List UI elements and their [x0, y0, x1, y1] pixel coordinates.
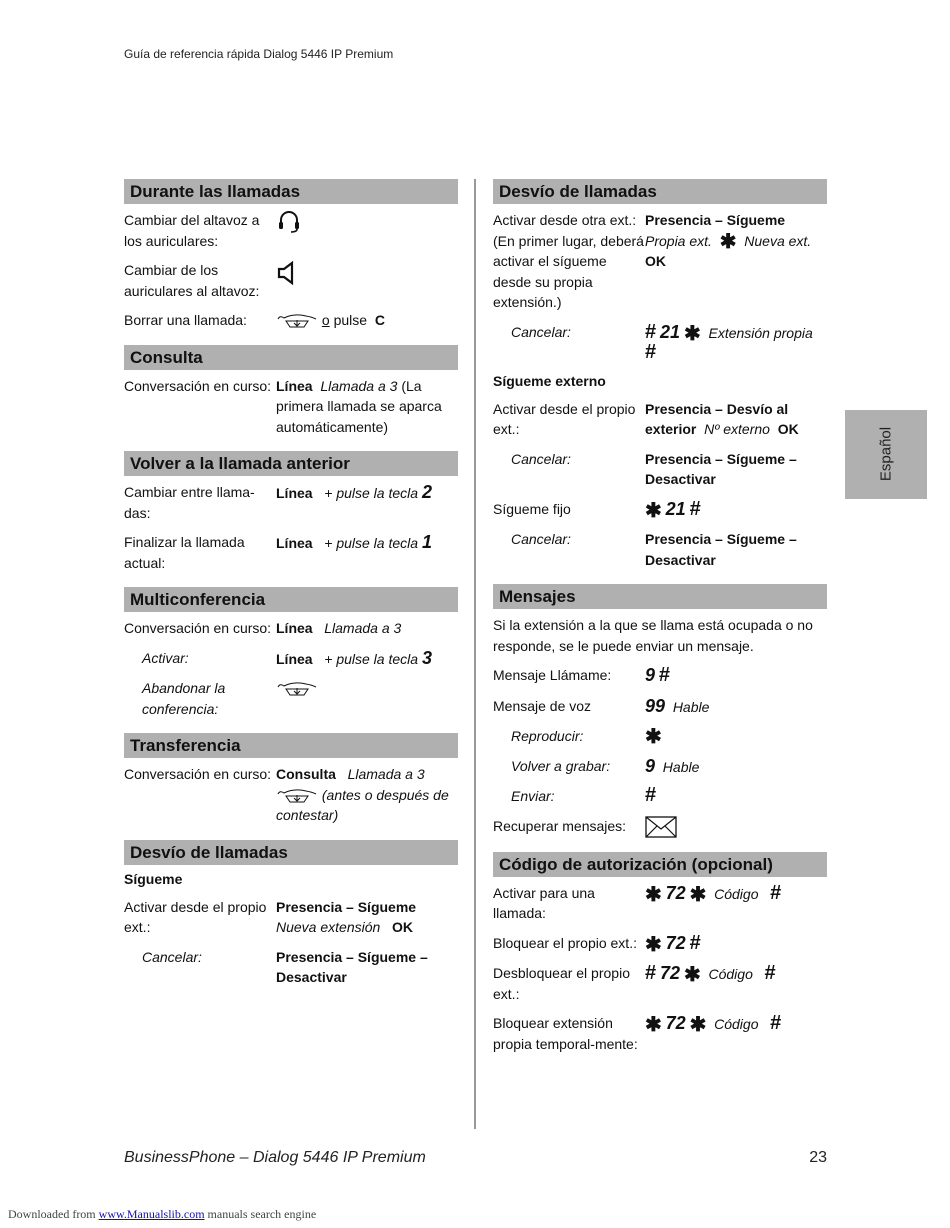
- row: Enviar: #: [511, 784, 657, 806]
- section-title: Volver a la llamada anterior: [124, 451, 458, 476]
- row: Conversación en curso: Línea Llamada a 3 (La primera llamada se aparca automáticamente): [124, 377, 442, 435]
- paragraph: Si la extensión a la que se llama está ocupada o no responde, se le puede enviar un mensaje.: [493, 617, 813, 654]
- hash-key-icon: #: [645, 341, 657, 363]
- headset-icon: [276, 210, 302, 234]
- row: Finalizar la llamada actual: Línea + pulse la tecla 1: [124, 532, 432, 571]
- section-title: Desvío de llamadas: [493, 179, 827, 204]
- row: Sígueme fijo ✱ 21 #: [493, 497, 701, 522]
- download-note: Downloaded from www.Manualslib.com manuals search engine: [8, 1207, 317, 1221]
- hash-key-icon: #: [689, 497, 701, 520]
- row: Activar desde el propio ext.: Presencia – Sígueme Nueva extensión OK: [124, 898, 417, 935]
- row: Bloquear el propio ext.: ✱ 72 #: [493, 931, 701, 956]
- star-key-icon: ✱: [719, 230, 737, 253]
- row: Cancelar: Presencia – Sígueme – Desactivar: [511, 531, 797, 568]
- row: Cambiar entre llama-das: Línea + pulse la tecla 2: [124, 482, 432, 521]
- star-key-icon: ✱: [689, 883, 707, 906]
- section-title: Transferencia: [124, 733, 458, 758]
- star-key-icon: ✱: [645, 883, 662, 906]
- row: Reproducir: ✱: [511, 726, 662, 748]
- row: Recuperar mensajes:: [493, 816, 827, 838]
- row: Cambiar de los auriculares al altavoz:: [124, 260, 458, 301]
- left-column: [124, 179, 458, 997]
- handset-onhook-icon: [276, 680, 318, 698]
- language-tab: Español: [845, 410, 927, 499]
- envelope-icon: [645, 816, 677, 838]
- row: Conversación en curso: Línea Llamada a 3: [124, 620, 402, 636]
- star-key-icon: ✱: [645, 1014, 662, 1037]
- row: Conversación en curso: Consulta Llamada a 3 (antes o después de contestar): [124, 766, 449, 823]
- row: Cancelar: # 21 ✱ Extensión propia #: [511, 320, 813, 363]
- hash-key-icon: #: [645, 320, 657, 343]
- right-column: [493, 179, 827, 1063]
- star-key-icon: ✱: [683, 964, 701, 987]
- handset-onhook-icon: [276, 312, 318, 330]
- page-number: 23: [809, 1149, 827, 1166]
- row: Bloquear extensión propia temporal-mente: ✱ 72 ✱ Código #: [493, 1012, 782, 1052]
- row: Mensaje de voz 99 Hable: [493, 695, 710, 716]
- row: Activar desde otra ext.: (En primer lugar, deberá activar el sígueme desde su propia extensión.) Presencia – Sígueme Propia ext. ✱ Nueva ext. OK: [493, 212, 812, 310]
- row: Abandonar la conferencia:: [124, 678, 458, 719]
- row: Activar para una llamada: ✱ 72 ✱ Código #: [493, 881, 782, 922]
- subheading: Sígueme: [124, 870, 183, 887]
- hash-key-icon: #: [645, 962, 657, 985]
- hash-key-icon: #: [645, 784, 657, 806]
- handset-onhook-icon: [276, 787, 318, 805]
- page-footer: BusinessPhone – Dialog 5446 IP Premium 23: [124, 1149, 827, 1166]
- subheading: Sígueme externo: [493, 372, 606, 389]
- row: Borrar una llamada: o pulse C: [124, 310, 458, 331]
- speaker-icon: [276, 260, 300, 286]
- section-title: Consulta: [124, 345, 458, 370]
- hash-key-icon: #: [764, 962, 776, 985]
- hash-key-icon: #: [770, 881, 782, 904]
- section-title: Desvío de llamadas: [124, 840, 458, 865]
- section-title: Código de autorización (opcional): [493, 852, 827, 877]
- section-title: Durante las llamadas: [124, 179, 458, 204]
- manualslib-link[interactable]: www.Manualslib.com: [98, 1207, 205, 1221]
- row: Volver a grabar: 9 Hable: [511, 755, 700, 776]
- star-key-icon: ✱: [645, 933, 662, 956]
- running-header: Guía de referencia rápida Dialog 5446 IP Premium: [124, 47, 394, 61]
- hash-key-icon: #: [689, 931, 701, 954]
- section-title: Multiconferencia: [124, 587, 458, 612]
- section-title: Mensajes: [493, 584, 827, 609]
- row: Activar: Línea + pulse la tecla 3: [142, 647, 432, 668]
- star-key-icon: ✱: [645, 499, 662, 522]
- row: Cancelar: Presencia – Sígueme – Desactivar: [511, 450, 797, 487]
- star-key-icon: ✱: [689, 1014, 707, 1037]
- row: Activar desde el propio ext.: Presencia – Desvío al exterior Nº externo OK: [493, 400, 799, 437]
- row: Cancelar: Presencia – Sígueme – Desactivar: [142, 948, 428, 985]
- column-divider: [474, 179, 476, 1129]
- row: Desbloquear el propio ext.: # 72 ✱ Código #: [493, 962, 776, 1002]
- hash-key-icon: #: [770, 1012, 782, 1035]
- row: Cambiar del altavoz a los auriculares:: [124, 210, 458, 251]
- star-key-icon: ✱: [645, 726, 662, 748]
- hash-key-icon: #: [658, 664, 671, 686]
- row: Mensaje Llámame: 9 #: [493, 664, 671, 686]
- star-key-icon: ✱: [683, 322, 701, 345]
